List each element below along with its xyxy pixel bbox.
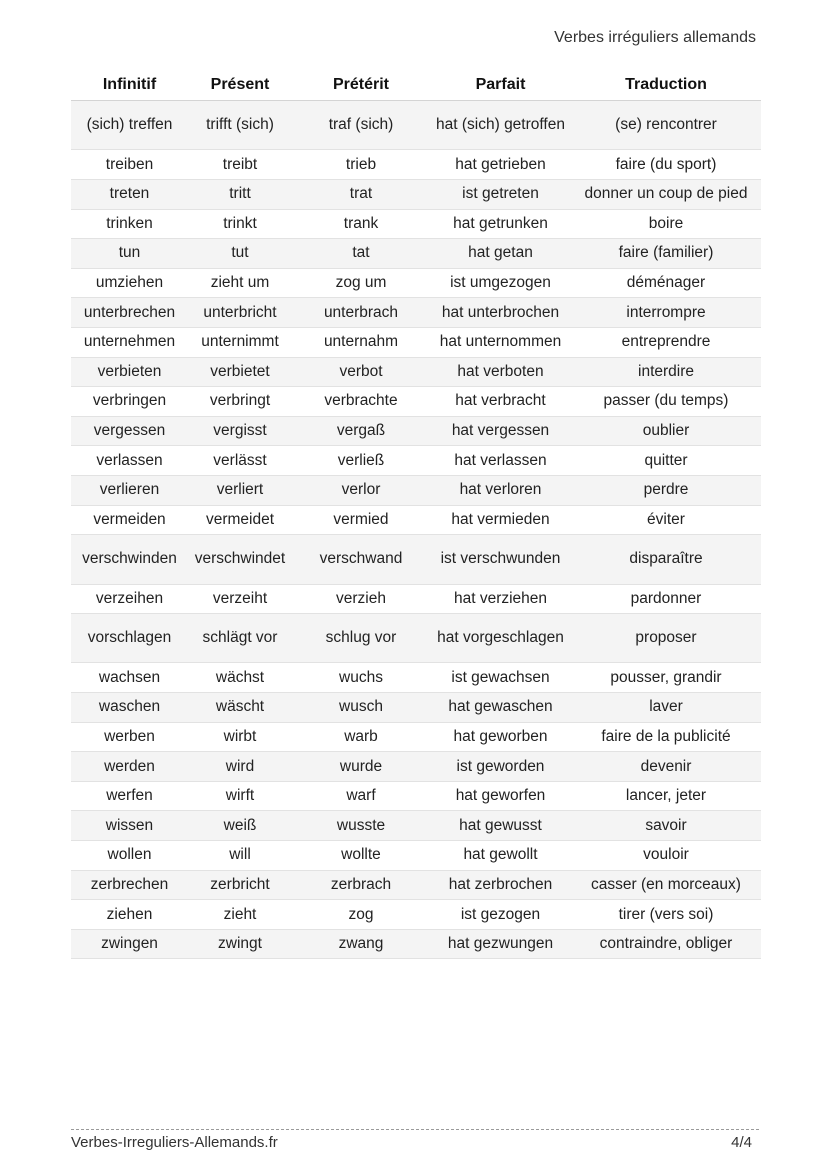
infinitif-cell: wollen [71,841,188,871]
traduction-cell: devenir [571,752,761,782]
parfait-cell: hat getrieben [430,150,571,180]
present-cell: wirbt [188,722,292,752]
table-body [71,101,761,959]
present-cell: verbietet [188,357,292,387]
present-cell: trinkt [188,209,292,239]
infinitif-cell: wachsen [71,663,188,693]
traduction-cell: quitter [571,446,761,476]
present-cell: wäscht [188,693,292,723]
table-row [71,614,761,663]
preterit-cell: wuchs [292,663,430,693]
infinitif-cell: werben [71,722,188,752]
table-row [71,387,761,417]
present-cell: zerbricht [188,870,292,900]
parfait-cell: hat gewusst [430,811,571,841]
preterit-cell: unternahm [292,327,430,357]
traduction-cell: laver [571,693,761,723]
traduction-cell: (se) rencontrer [571,101,761,150]
parfait-cell: hat gezwungen [430,929,571,959]
present-cell: wirft [188,781,292,811]
infinitif-cell: zerbrechen [71,870,188,900]
infinitif-cell: zwingen [71,929,188,959]
preterit-cell: trank [292,209,430,239]
preterit-cell: vermied [292,505,430,535]
present-cell: verliert [188,475,292,505]
traduction-cell: interdire [571,357,761,387]
infinitif-cell: vergessen [71,416,188,446]
table-row [71,841,761,871]
preterit-cell: wusch [292,693,430,723]
preterit-cell: verlor [292,475,430,505]
present-cell: zieht [188,900,292,930]
present-cell: treibt [188,150,292,180]
preterit-cell: warf [292,781,430,811]
traduction-cell: boire [571,209,761,239]
infinitif-cell: treiben [71,150,188,180]
traduction-cell: interrompre [571,298,761,328]
traduction-cell: proposer [571,614,761,663]
present-cell: unterbricht [188,298,292,328]
infinitif-cell: vermeiden [71,505,188,535]
traduction-cell: lancer, jeter [571,781,761,811]
present-cell: wird [188,752,292,782]
parfait-cell: hat zerbrochen [430,870,571,900]
table-row [71,239,761,269]
preterit-cell: vergaß [292,416,430,446]
traduction-cell: passer (du temps) [571,387,761,417]
table-header-row [71,70,761,101]
traduction-cell: faire de la publicité [571,722,761,752]
preterit-cell: verbrachte [292,387,430,417]
table-row [71,870,761,900]
traduction-cell: faire (familier) [571,239,761,269]
present-cell: zieht um [188,268,292,298]
preterit-cell: verschwand [292,535,430,584]
present-cell: will [188,841,292,871]
column-header-traduction: Traduction [571,70,761,101]
preterit-cell: schlug vor [292,614,430,663]
present-cell: vergisst [188,416,292,446]
parfait-cell: hat verloren [430,475,571,505]
parfait-cell: ist getreten [430,179,571,209]
table-row [71,298,761,328]
infinitif-cell: tun [71,239,188,269]
footer-site-name: Verbes-Irreguliers-Allemands.fr [71,1134,278,1151]
infinitif-cell: waschen [71,693,188,723]
parfait-cell: ist geworden [430,752,571,782]
preterit-cell: zog um [292,268,430,298]
table-row [71,475,761,505]
present-cell: verlässt [188,446,292,476]
parfait-cell: ist gezogen [430,900,571,930]
present-cell: schlägt vor [188,614,292,663]
table-row [71,357,761,387]
infinitif-cell: wissen [71,811,188,841]
traduction-cell: casser (en morceaux) [571,870,761,900]
preterit-cell: unterbrach [292,298,430,328]
preterit-cell: warb [292,722,430,752]
table-row [71,900,761,930]
table-row [71,752,761,782]
table-row [71,811,761,841]
infinitif-cell: werfen [71,781,188,811]
preterit-cell: zog [292,900,430,930]
preterit-cell: wusste [292,811,430,841]
traduction-cell: tirer (vers soi) [571,900,761,930]
present-cell: verschwindet [188,535,292,584]
preterit-cell: trieb [292,150,430,180]
page-header-title: Verbes irréguliers allemands [554,29,756,46]
traduction-cell: savoir [571,811,761,841]
infinitif-cell: treten [71,179,188,209]
parfait-cell: ist gewachsen [430,663,571,693]
table-row [71,722,761,752]
footer-page-number: 4/4 [731,1134,752,1151]
parfait-cell: ist verschwunden [430,535,571,584]
table-row [71,268,761,298]
traduction-cell: vouloir [571,841,761,871]
present-cell: vermeidet [188,505,292,535]
parfait-cell: hat unternommen [430,327,571,357]
table-row [71,693,761,723]
infinitif-cell: verlassen [71,446,188,476]
column-header-present: Présent [188,70,292,101]
footer-divider [71,1129,759,1130]
infinitif-cell: verbringen [71,387,188,417]
infinitif-cell: verzeihen [71,584,188,614]
parfait-cell: hat unterbrochen [430,298,571,328]
irregular-verbs-table [71,70,761,959]
traduction-cell: pardonner [571,584,761,614]
table-row [71,781,761,811]
column-header-preterit: Prétérit [292,70,430,101]
table-row [71,150,761,180]
traduction-cell: donner un coup de pied [571,179,761,209]
infinitif-cell: verschwinden [71,535,188,584]
traduction-cell: pousser, grandir [571,663,761,693]
present-cell: zwingt [188,929,292,959]
parfait-cell: hat vergessen [430,416,571,446]
traduction-cell: disparaître [571,535,761,584]
parfait-cell: hat getan [430,239,571,269]
table-row [71,446,761,476]
infinitif-cell: unterbrechen [71,298,188,328]
table-row [71,179,761,209]
preterit-cell: wurde [292,752,430,782]
infinitif-cell: trinken [71,209,188,239]
present-cell: verbringt [188,387,292,417]
parfait-cell: hat geworfen [430,781,571,811]
preterit-cell: trat [292,179,430,209]
parfait-cell: hat verboten [430,357,571,387]
parfait-cell: ist umgezogen [430,268,571,298]
parfait-cell: hat vorgeschlagen [430,614,571,663]
traduction-cell: éviter [571,505,761,535]
parfait-cell: hat gewaschen [430,693,571,723]
preterit-cell: verließ [292,446,430,476]
preterit-cell: tat [292,239,430,269]
table-row [71,101,761,150]
preterit-cell: traf (sich) [292,101,430,150]
column-header-parfait: Parfait [430,70,571,101]
parfait-cell: hat verbracht [430,387,571,417]
table-row [71,584,761,614]
preterit-cell: verzieh [292,584,430,614]
column-header-infinitif: Infinitif [71,70,188,101]
infinitif-cell: umziehen [71,268,188,298]
infinitif-cell: unternehmen [71,327,188,357]
infinitif-cell: vorschlagen [71,614,188,663]
preterit-cell: zerbrach [292,870,430,900]
infinitif-cell: werden [71,752,188,782]
preterit-cell: zwang [292,929,430,959]
table-header [71,70,761,101]
present-cell: weiß [188,811,292,841]
traduction-cell: contraindre, obliger [571,929,761,959]
traduction-cell: entreprendre [571,327,761,357]
table-row [71,416,761,446]
table-row [71,505,761,535]
parfait-cell: hat (sich) getroffen [430,101,571,150]
traduction-cell: oublier [571,416,761,446]
parfait-cell: hat geworben [430,722,571,752]
parfait-cell: hat vermieden [430,505,571,535]
table-row [71,209,761,239]
present-cell: wächst [188,663,292,693]
present-cell: trifft (sich) [188,101,292,150]
table-row [71,929,761,959]
table-row [71,535,761,584]
present-cell: unternimmt [188,327,292,357]
parfait-cell: hat verziehen [430,584,571,614]
present-cell: verzeiht [188,584,292,614]
infinitif-cell: ziehen [71,900,188,930]
traduction-cell: déménager [571,268,761,298]
present-cell: tritt [188,179,292,209]
infinitif-cell: verbieten [71,357,188,387]
traduction-cell: perdre [571,475,761,505]
infinitif-cell: verlieren [71,475,188,505]
present-cell: tut [188,239,292,269]
infinitif-cell: (sich) treffen [71,101,188,150]
parfait-cell: hat getrunken [430,209,571,239]
parfait-cell: hat verlassen [430,446,571,476]
traduction-cell: faire (du sport) [571,150,761,180]
table-row [71,327,761,357]
preterit-cell: wollte [292,841,430,871]
parfait-cell: hat gewollt [430,841,571,871]
table-row [71,663,761,693]
preterit-cell: verbot [292,357,430,387]
